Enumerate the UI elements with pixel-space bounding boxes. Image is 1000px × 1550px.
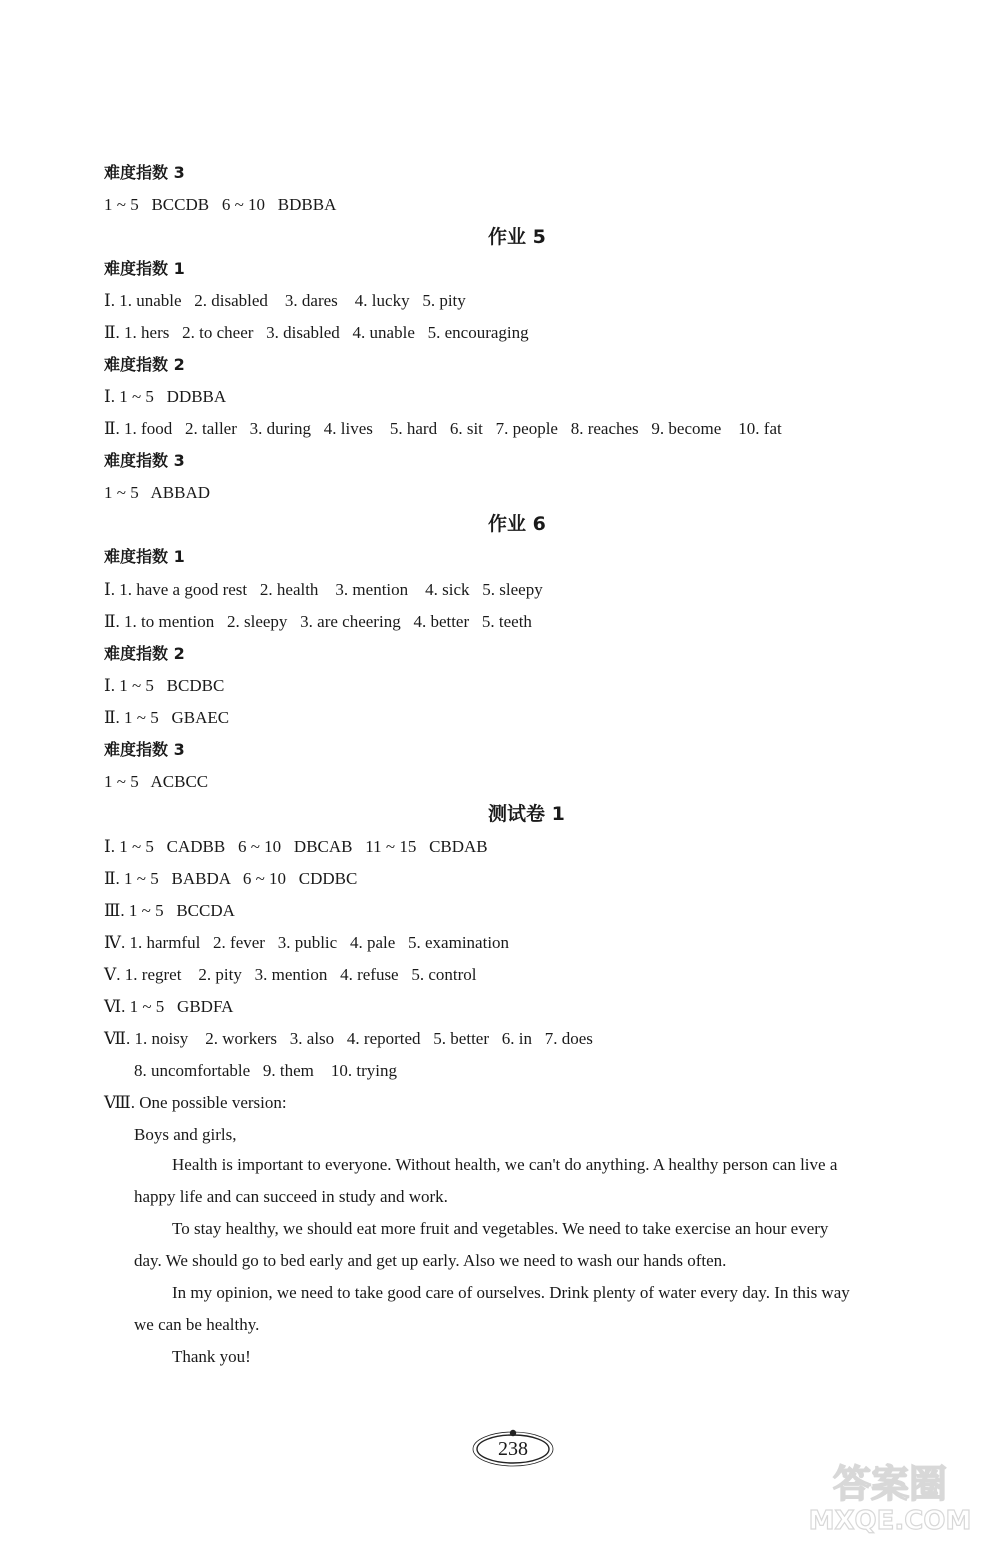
answer-line: Ⅱ. 1 ~ 5 GBAEC bbox=[104, 708, 230, 727]
answer-line: Boys and girls, bbox=[134, 1125, 237, 1144]
difficulty-label: 难度指数 1 bbox=[104, 259, 185, 278]
answer-line: happy life and can succeed in study and work. bbox=[134, 1187, 448, 1206]
answer-line: Ⅴ. 1. regret 2. pity 3. mention 4. refuse 5. control bbox=[104, 965, 477, 984]
answer-line: Ⅱ. 1. food 2. taller 3. during 4. lives 5. hard 6. sit 7. people 8. reaches 9. become 10. fat bbox=[104, 419, 782, 438]
difficulty-label: 难度指数 2 bbox=[104, 355, 185, 374]
answer-line: 1 ~ 5 BCCDB 6 ~ 10 BDBBA bbox=[104, 195, 337, 214]
page-number: 238 bbox=[498, 1438, 528, 1460]
answer-line: Ⅳ. 1. harmful 2. fever 3. public 4. pale 5. examination bbox=[104, 933, 510, 952]
page-number-badge bbox=[470, 1428, 556, 1468]
answer-line: Ⅶ. 1. noisy 2. workers 3. also 4. reported 5. better 6. in 7. does bbox=[104, 1029, 593, 1048]
svg-text:答案圈: 答案圈 bbox=[832, 1462, 948, 1506]
answer-line: Ⅱ. 1. hers 2. to cheer 3. disabled 4. unable 5. encouraging bbox=[104, 323, 529, 342]
answer-line: Ⅰ. 1. unable 2. disabled 3. dares 4. lucky 5. pity bbox=[104, 291, 466, 310]
answer-line: Thank you! bbox=[172, 1347, 251, 1366]
answer-line: Ⅷ. One possible version: bbox=[104, 1093, 287, 1112]
section-heading: 作业 6 bbox=[488, 513, 546, 535]
answer-line: Ⅲ. 1 ~ 5 BCCDA bbox=[104, 901, 235, 920]
answer-line: we can be healthy. bbox=[134, 1315, 260, 1334]
difficulty-label: 难度指数 3 bbox=[104, 451, 185, 470]
difficulty-label: 难度指数 1 bbox=[104, 547, 185, 566]
section-heading: 测试卷 1 bbox=[488, 803, 565, 825]
answer-line: Ⅰ. 1 ~ 5 DDBBA bbox=[104, 387, 227, 406]
answer-line: Ⅱ. 1. to mention 2. sleepy 3. are cheering 4. better 5. teeth bbox=[104, 612, 532, 631]
watermark-logo bbox=[790, 1455, 990, 1535]
section-heading: 作业 5 bbox=[488, 226, 546, 248]
answer-line: 1 ~ 5 ACBCC bbox=[104, 772, 209, 791]
difficulty-label: 难度指数 3 bbox=[104, 740, 185, 759]
answer-line: Health is important to everyone. Without health, we can't do anything. A healthy person can live a bbox=[172, 1155, 838, 1174]
answer-line: 1 ~ 5 ABBAD bbox=[104, 483, 211, 502]
answer-line: day. We should go to bed early and get up early. Also we need to wash our hands often. bbox=[134, 1251, 727, 1270]
answer-line: 8. uncomfortable 9. them 10. trying bbox=[134, 1061, 397, 1080]
answer-line: Ⅰ. 1 ~ 5 CADBB 6 ~ 10 DBCAB 11 ~ 15 CBDAB bbox=[104, 837, 488, 856]
answer-line: In my opinion, we need to take good care of ourselves. Drink plenty of water every day. In this way bbox=[172, 1283, 850, 1302]
answer-line: Ⅱ. 1 ~ 5 BABDA 6 ~ 10 CDDBC bbox=[104, 869, 358, 888]
answer-line: Ⅵ. 1 ~ 5 GBDFA bbox=[104, 997, 234, 1016]
difficulty-label: 难度指数 2 bbox=[104, 644, 185, 663]
answer-line: Ⅰ. 1 ~ 5 BCDBC bbox=[104, 676, 225, 695]
difficulty-label: 难度指数 3 bbox=[104, 163, 185, 182]
answer-line: To stay healthy, we should eat more fruit and vegetables. We need to take exercise an hour every bbox=[172, 1219, 829, 1238]
answer-line: Ⅰ. 1. have a good rest 2. health 3. mention 4. sick 5. sleepy bbox=[104, 580, 543, 599]
svg-text:MXQE.COM: MXQE.COM bbox=[808, 1506, 972, 1535]
